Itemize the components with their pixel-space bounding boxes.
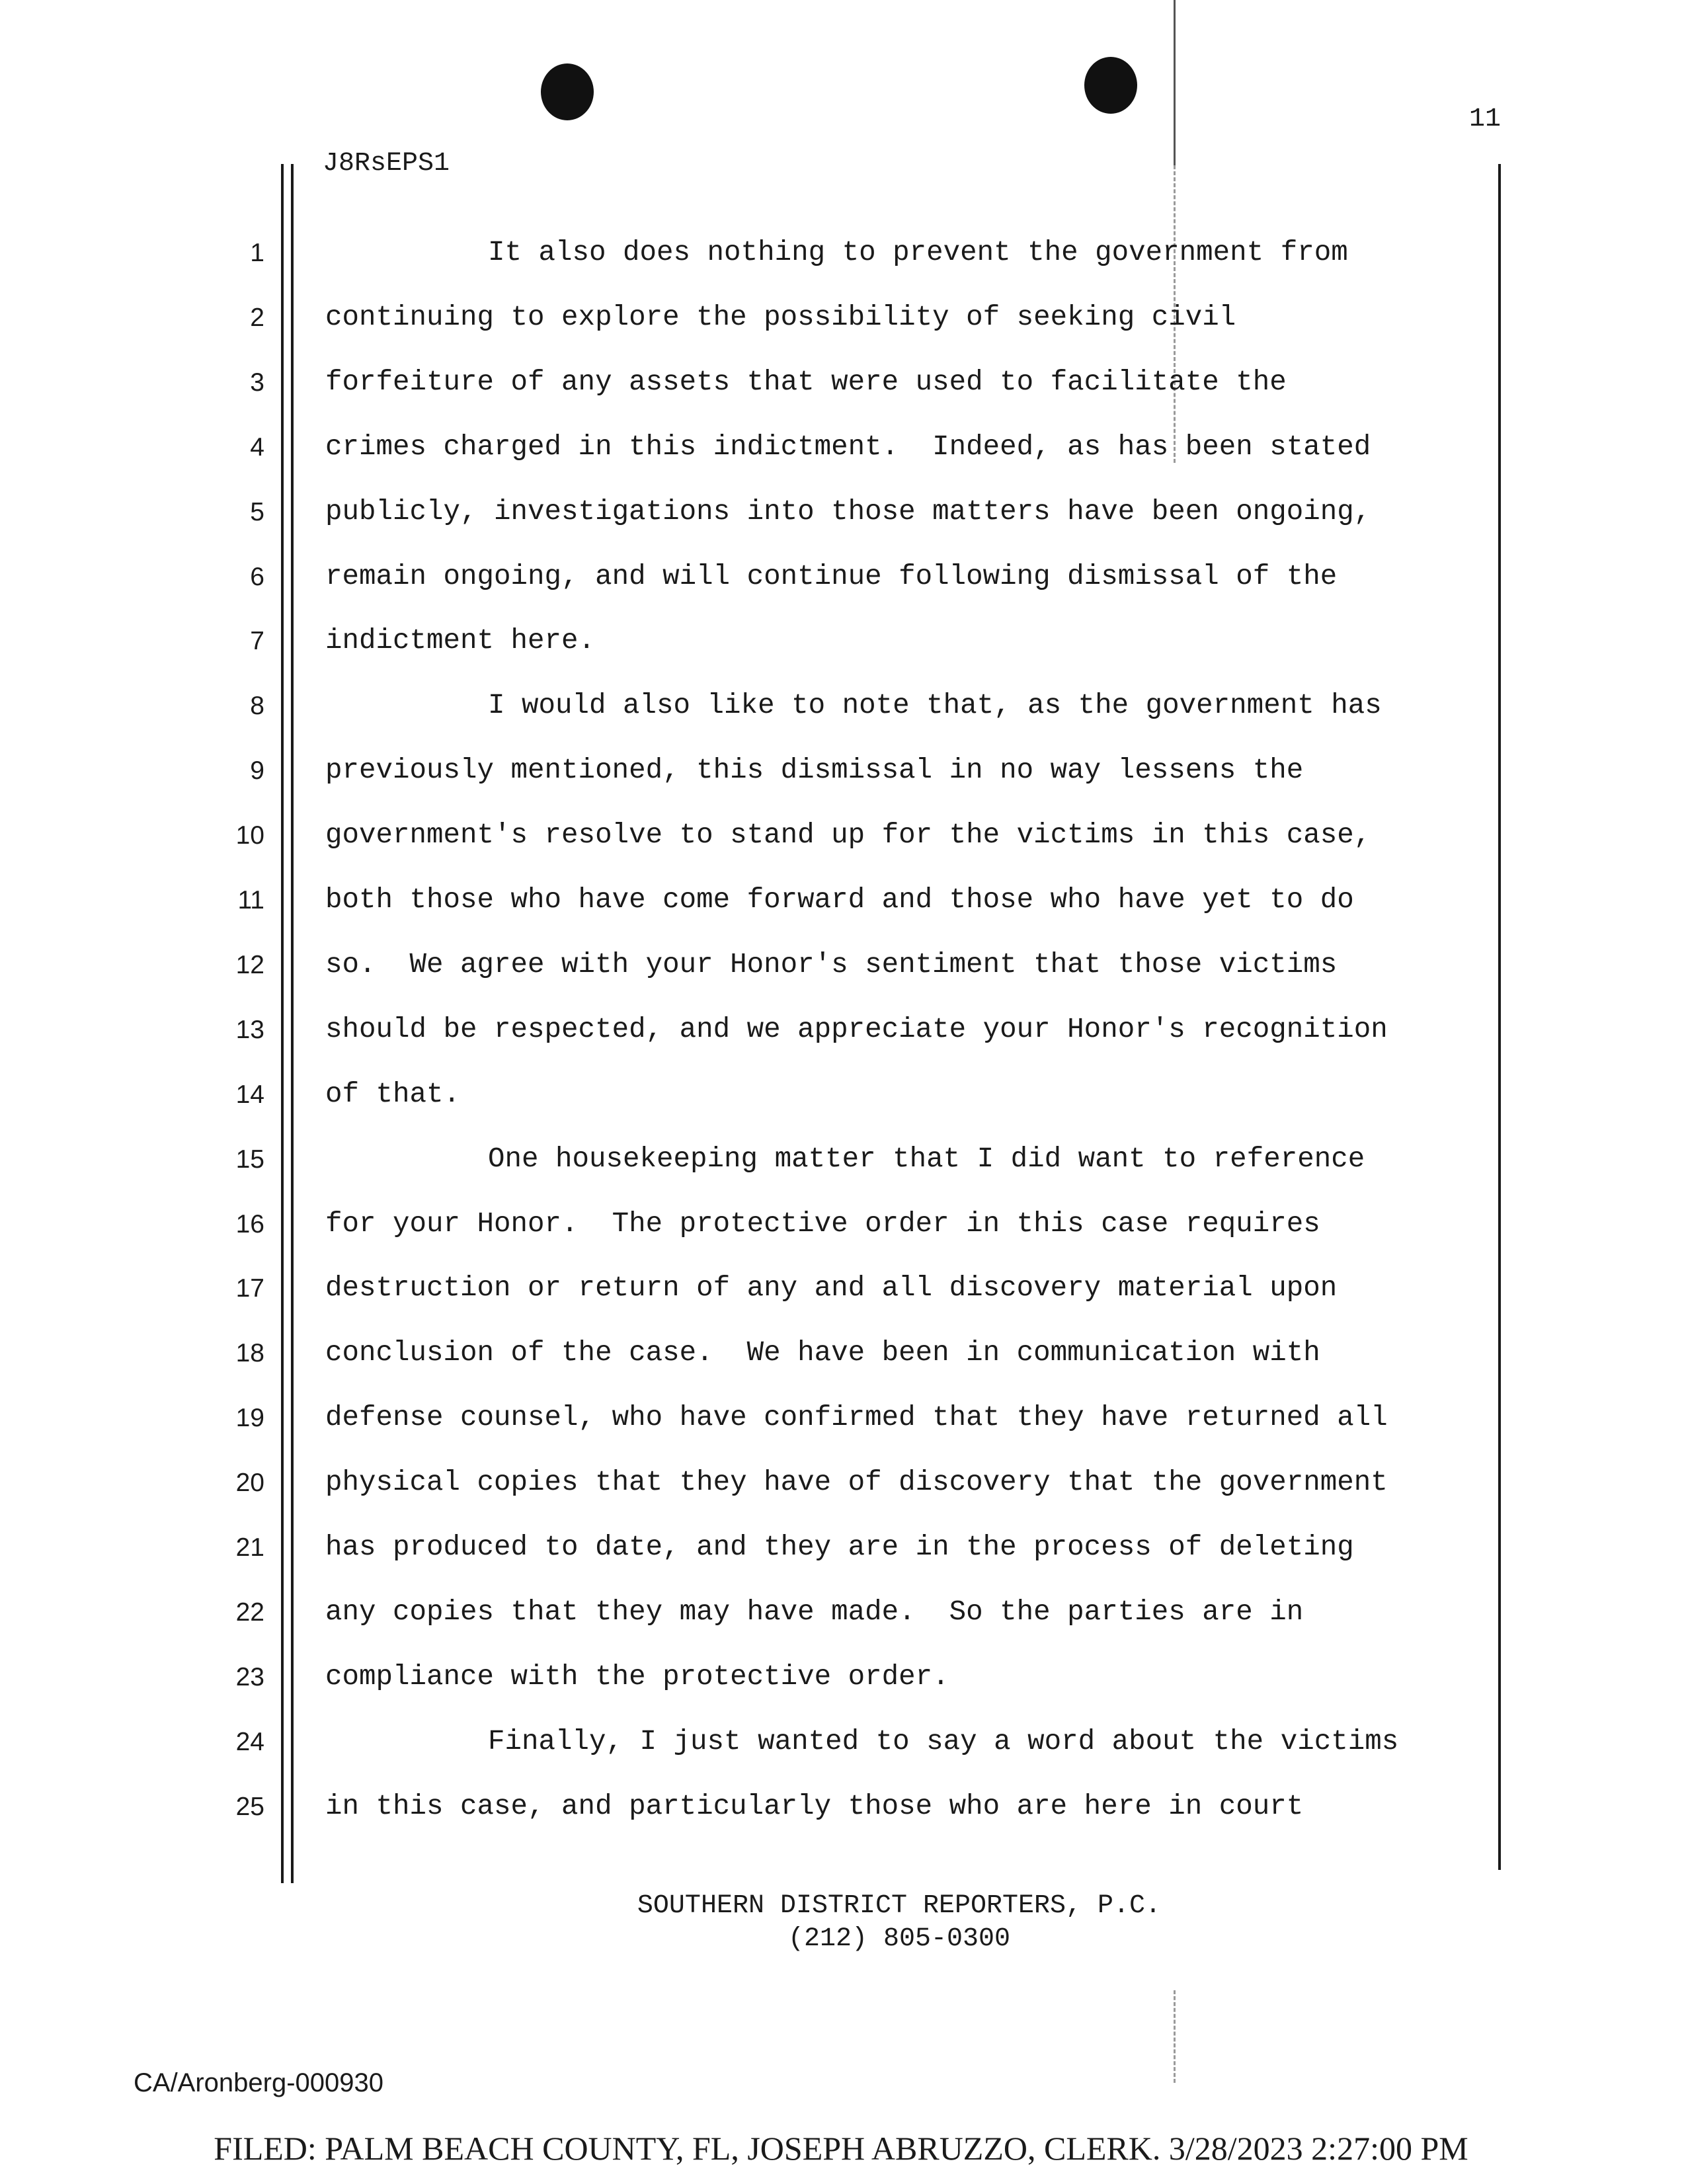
scan-artifact-line	[1174, 1990, 1176, 2083]
scan-artifact-line	[1174, 0, 1176, 165]
line-number: 2	[250, 303, 264, 332]
reporter-name: SOUTHERN DISTRICT REPORTERS, P.C.	[637, 1891, 1162, 1921]
transcript-line: government's resolve to stand up for the victims in this case,	[325, 819, 1371, 852]
line-number: 11	[237, 886, 264, 914]
line-number: 14	[235, 1080, 264, 1109]
transcript-line: for your Honor. The protective order in this case requires	[325, 1207, 1320, 1240]
transcript-line: conclusion of the case. We have been in communication with	[325, 1337, 1320, 1369]
transcript-line: crimes charged in this indictment. Indeed, as has been stated	[325, 430, 1371, 463]
line-number: 1	[250, 239, 264, 267]
transcript-line: compliance with the protective order.	[325, 1660, 949, 1693]
line-number: 15	[235, 1145, 264, 1174]
line-number: 7	[250, 627, 264, 656]
line-number: 17	[235, 1274, 264, 1303]
line-number: 8	[250, 692, 264, 721]
filed-stamp: FILED: PALM BEACH COUNTY, FL, JOSEPH ABRUZZO, CLERK. 3/28/2023 2:27:00 PM	[214, 2130, 1468, 2167]
transcript-line: forfeiture of any assets that were used to facilitate the	[325, 366, 1287, 398]
transcript-line: I would also like to note that, as the government has	[488, 690, 1382, 722]
line-number: 9	[250, 756, 264, 786]
left-margin-rule	[281, 164, 284, 1883]
transcript-line: so. We agree with your Honor's sentiment that those victims	[325, 948, 1338, 981]
transcript-line: continuing to explore the possibility of seeking civil	[325, 301, 1236, 333]
right-margin-rule	[1498, 164, 1501, 1870]
transcript-line: has produced to date, and they are in the process of deleting	[325, 1531, 1354, 1563]
transcript-line: publicly, investigations into those matters have been ongoing,	[325, 495, 1371, 528]
transcript-line: in this case, and particularly those who are here in court	[325, 1790, 1304, 1822]
bates-number: CA/Aronberg-000930	[134, 2068, 384, 2097]
line-number: 10	[235, 821, 264, 850]
transcript-line: any copies that they may have made. So the parties are in	[325, 1596, 1304, 1628]
line-number: 13	[235, 1015, 264, 1044]
transcript-line: both those who have come forward and those who have yet to do	[325, 884, 1354, 916]
line-number: 23	[235, 1662, 264, 1691]
page-number: 11	[1468, 104, 1501, 134]
punch-hole-left	[541, 63, 594, 120]
punch-hole-right	[1084, 57, 1137, 114]
line-number: 21	[235, 1533, 264, 1562]
transcript-line: destruction or return of any and all discovery material upon	[325, 1272, 1338, 1305]
line-number: 3	[250, 368, 264, 397]
line-number: 4	[250, 432, 264, 462]
transcript-line: physical copies that they have of discovery that the government	[325, 1467, 1388, 1499]
transcript-line: indictment here.	[325, 625, 596, 657]
transcript-line: defense counsel, who have confirmed that they have returned all	[325, 1402, 1388, 1434]
transcript-line: One housekeeping matter that I did want to reference	[488, 1143, 1365, 1175]
transcript-line: Finally, I just wanted to say a word about the victims	[488, 1725, 1399, 1758]
transcript-line: It also does nothing to prevent the government from	[488, 237, 1348, 268]
reporter-block	[595, 1890, 1203, 1956]
transcript-line: previously mentioned, this dismissal in no way lessens the	[325, 754, 1304, 787]
line-number: 12	[235, 950, 264, 979]
case-code: J8RsEPS1	[323, 149, 450, 179]
line-number: 24	[235, 1727, 264, 1756]
transcript-line: should be respected, and we appreciate your Honor's recognition	[325, 1013, 1388, 1045]
line-number: 20	[235, 1469, 264, 1498]
line-number: 19	[235, 1404, 264, 1433]
transcript-line: remain ongoing, and will continue following dismissal of the	[325, 560, 1338, 592]
transcript-line: of that.	[325, 1078, 461, 1110]
line-number: 25	[235, 1792, 264, 1821]
reporter-phone: (212) 805-0300	[787, 1924, 1011, 1954]
left-margin-rule	[291, 164, 294, 1883]
line-number: 5	[250, 497, 264, 526]
line-number: 6	[250, 562, 264, 591]
line-number: 22	[235, 1598, 264, 1627]
line-number: 18	[235, 1339, 264, 1368]
line-number: 16	[235, 1209, 264, 1238]
